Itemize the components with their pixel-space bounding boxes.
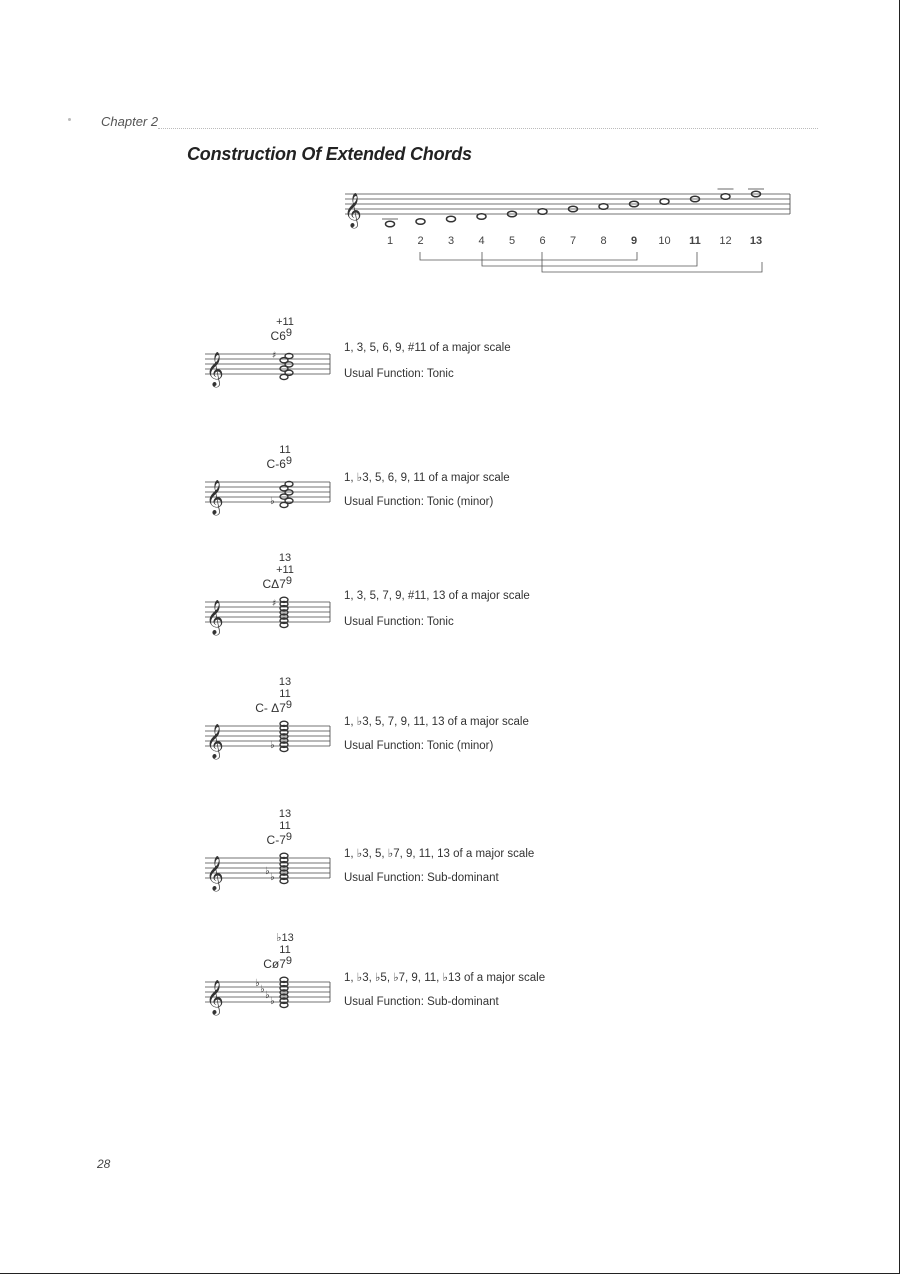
degree-label: 11 bbox=[689, 235, 701, 247]
degree-label: 7 bbox=[569, 235, 577, 247]
chord-description: 1, ♭3, 5, ♭7, 9, 11, 13 of a major scale bbox=[344, 848, 535, 860]
degree-label: 9 bbox=[630, 235, 638, 247]
chapter-rule bbox=[158, 128, 818, 129]
chord-example bbox=[200, 930, 620, 1050]
chord-extension: 13 bbox=[278, 808, 292, 820]
degree-label: 12 bbox=[719, 235, 732, 247]
chord-function: Usual Function: Tonic (minor) bbox=[344, 740, 494, 752]
chord-symbol-root: CΔ7 bbox=[262, 577, 286, 591]
flat-icon: ♭ bbox=[265, 990, 270, 1001]
chord-example bbox=[200, 674, 620, 794]
chord-example bbox=[200, 312, 620, 432]
chord-extension: +11 bbox=[276, 564, 294, 576]
chord-symbol-root: C6 bbox=[270, 329, 286, 343]
chord-extension: +11 bbox=[276, 316, 294, 328]
flat-icon: ♭ bbox=[270, 996, 275, 1007]
scale-note bbox=[721, 194, 730, 200]
treble-clef-icon: 𝄞 bbox=[206, 724, 224, 759]
chord-extension: 13 bbox=[278, 676, 292, 688]
degree-label: 10 bbox=[658, 235, 671, 247]
degree-label: 1 bbox=[386, 235, 394, 247]
degree-label: 8 bbox=[600, 235, 607, 247]
scale-note bbox=[660, 199, 669, 205]
chord-example bbox=[200, 806, 620, 926]
scale-note bbox=[386, 221, 395, 227]
chord-staff bbox=[200, 550, 340, 670]
chord-symbol-superscript: 9 bbox=[285, 327, 292, 339]
degree-label: 3 bbox=[447, 235, 455, 247]
chord-symbol-superscript: 9 bbox=[285, 455, 292, 467]
chord-description: 1, 3, 5, 6, 9, #11 of a major scale bbox=[344, 342, 511, 354]
sharp-icon: ♯ bbox=[272, 599, 277, 609]
chord-function: Usual Function: Sub-dominant bbox=[344, 996, 499, 1008]
degree-label: 5 bbox=[508, 235, 516, 247]
flat-icon: ♭ bbox=[270, 740, 275, 751]
chord-extension: 11 bbox=[279, 688, 291, 700]
treble-clef-icon: 𝄞 bbox=[206, 352, 224, 387]
page-number: 28 bbox=[97, 1157, 111, 1171]
chord-staff bbox=[200, 674, 340, 794]
treble-clef-icon: 𝄞 bbox=[206, 856, 224, 891]
chapter-label: Chapter 2 bbox=[101, 114, 159, 129]
section-title: Construction Of Extended Chords bbox=[187, 144, 472, 164]
chord-example bbox=[200, 550, 620, 670]
scale-note bbox=[477, 214, 486, 220]
chord-symbol-superscript: 9 bbox=[285, 955, 292, 967]
sharp-icon: ♯ bbox=[272, 351, 277, 361]
degree-label: 6 bbox=[539, 235, 546, 247]
chord-symbol-root: C-6 bbox=[266, 457, 286, 471]
chord-symbol-root: Cø7 bbox=[263, 957, 286, 971]
treble-clef-icon: 𝄞 bbox=[206, 480, 224, 515]
chord-staff bbox=[200, 930, 340, 1050]
chord-extension: 11 bbox=[279, 820, 291, 832]
chord-extension: 11 bbox=[279, 444, 291, 456]
degree-label: 13 bbox=[749, 235, 763, 247]
chord-extension: 11 bbox=[279, 944, 291, 956]
scale-staff bbox=[340, 180, 800, 280]
chord-function: Usual Function: Tonic bbox=[344, 616, 454, 628]
chord-description: 1, ♭3, 5, 6, 9, 11 of a major scale bbox=[344, 472, 510, 484]
chord-extension: 13 bbox=[278, 552, 292, 564]
chord-example bbox=[200, 440, 620, 560]
scale-figure bbox=[340, 180, 800, 280]
chord-function: Usual Function: Tonic (minor) bbox=[344, 496, 494, 508]
chord-symbol-root: C-7 bbox=[266, 833, 286, 847]
chord-description: 1, ♭3, 5, 7, 9, 11, 13 of a major scale bbox=[344, 716, 529, 728]
chord-symbol-superscript: 9 bbox=[285, 575, 292, 587]
chord-symbol-root: C- Δ7 bbox=[255, 701, 286, 715]
degree-label: 4 bbox=[478, 235, 485, 247]
flat-icon: ♭ bbox=[270, 872, 275, 883]
chord-function: Usual Function: Sub-dominant bbox=[344, 872, 499, 884]
flat-icon: ♭ bbox=[255, 978, 260, 989]
scale-note bbox=[599, 204, 608, 210]
flat-icon: ♭ bbox=[265, 866, 270, 877]
flat-icon: ♭ bbox=[260, 984, 265, 995]
chord-extension: ♭13 bbox=[276, 932, 294, 944]
treble-clef-icon: 𝄞 bbox=[206, 600, 224, 635]
chord-staff bbox=[200, 440, 340, 560]
degree-label: 2 bbox=[417, 235, 424, 247]
chord-description: 1, ♭3, ♭5, ♭7, 9, 11, ♭13 of a major scale bbox=[344, 972, 546, 984]
chord-staff bbox=[200, 806, 340, 926]
chord-description: 1, 3, 5, 7, 9, #11, 13 of a major scale bbox=[344, 590, 530, 602]
scale-note bbox=[538, 209, 547, 215]
chord-symbol-superscript: 9 bbox=[285, 831, 292, 843]
flat-icon: ♭ bbox=[270, 496, 275, 507]
scale-note bbox=[416, 219, 425, 225]
chord-function: Usual Function: Tonic bbox=[344, 368, 454, 380]
treble-clef-icon: 𝄞 bbox=[206, 980, 224, 1015]
scale-note bbox=[447, 216, 456, 222]
chord-symbol-superscript: 9 bbox=[285, 699, 292, 711]
margin-mark bbox=[68, 118, 71, 121]
chord-staff bbox=[200, 312, 340, 432]
treble-clef-icon: 𝄞 bbox=[344, 193, 362, 228]
